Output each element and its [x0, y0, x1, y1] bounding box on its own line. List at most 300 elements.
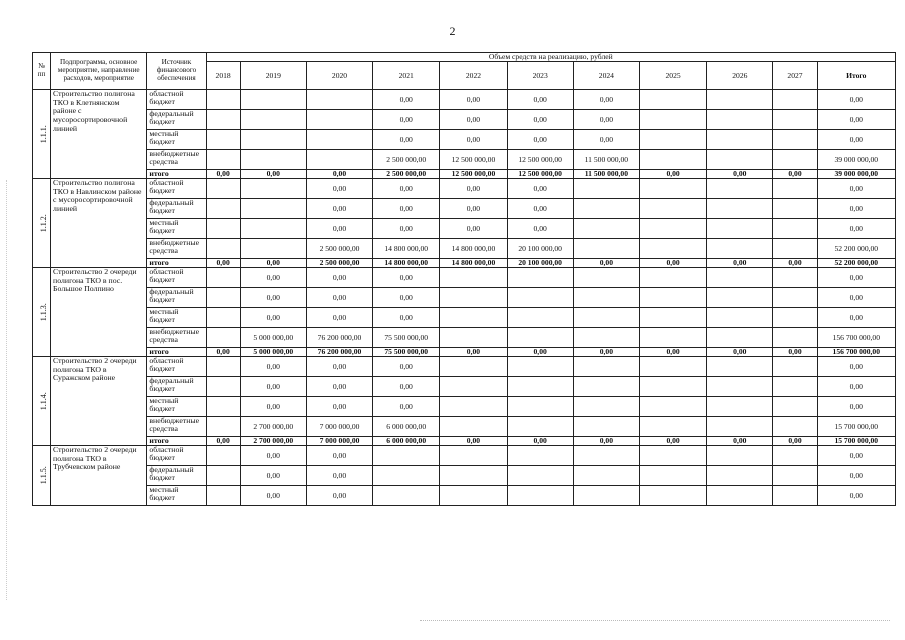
value-cell-2025 — [639, 397, 706, 417]
funding-source: областной бюджет — [147, 179, 206, 199]
item-name: Строительство полигона ТКО в Клетнянском районе с мусоросортировочной линией — [51, 90, 147, 179]
value-cell-2021: 0,00 — [373, 219, 440, 239]
value-cell-2024 — [573, 486, 639, 506]
value-cell-2024 — [573, 357, 639, 377]
row-total: 15 700 000,00 — [817, 417, 895, 437]
value-cell-2021: 0,00 — [373, 268, 440, 288]
value-cell-2020: 0,00 — [306, 308, 372, 328]
item-number — [33, 446, 51, 506]
value-cell-2023 — [507, 377, 573, 397]
value-cell-2022 — [440, 377, 507, 397]
value-cell-2018 — [206, 377, 240, 397]
value-cell-2024: 11 500 000,00 — [573, 150, 639, 170]
funding-source: федеральный бюджет — [147, 199, 206, 219]
value-cell-2020: 76 200 000,00 — [306, 328, 372, 348]
value-cell-2019: 2 700 000,00 — [240, 417, 306, 437]
header-name: Подпрограмма, основное мероприятие, направление расходов, мероприятие — [51, 53, 147, 90]
value-cell-2027 — [773, 150, 817, 170]
page-number: 2 — [449, 24, 456, 38]
value-cell-2020: 0,00 — [306, 446, 372, 466]
value-cell-2019 — [240, 90, 306, 110]
value-cell-2025 — [639, 90, 706, 110]
value-cell-2019: 0,00 — [240, 486, 306, 506]
value-cell-2023: 0,00 — [507, 179, 573, 199]
value-cell-2023 — [507, 288, 573, 308]
table-row — [33, 377, 896, 397]
value-cell-2022: 0,00 — [440, 110, 507, 130]
row-total: 52 200 000,00 — [817, 259, 895, 268]
value-cell-2027 — [773, 179, 817, 199]
item-number-text: 1.1.4. — [38, 391, 48, 410]
funding-source: областной бюджет — [147, 446, 206, 466]
value-cell-2025: 0,00 — [639, 259, 706, 268]
item-number — [33, 90, 51, 179]
funding-source: итого — [147, 348, 206, 357]
header-year-2026: 2026 — [707, 62, 773, 90]
value-cell-2018 — [206, 417, 240, 437]
value-cell-2018 — [206, 357, 240, 377]
value-cell-2026 — [707, 397, 773, 417]
value-cell-2022: 0,00 — [440, 130, 507, 150]
value-cell-2023 — [507, 466, 573, 486]
header-year-2020: 2020 — [306, 62, 372, 90]
value-cell-2022 — [440, 486, 507, 506]
funding-source: областной бюджет — [147, 357, 206, 377]
item-number-text: 1.1.3. — [38, 302, 48, 321]
funding-source: внебюджетные средства — [147, 417, 206, 437]
value-cell-2023 — [507, 357, 573, 377]
table-row — [33, 239, 896, 259]
value-cell-2025: 0,00 — [639, 437, 706, 446]
value-cell-2024 — [573, 268, 639, 288]
value-cell-2025 — [639, 130, 706, 150]
value-cell-2023: 20 100 000,00 — [507, 259, 573, 268]
value-cell-2021: 2 500 000,00 — [373, 150, 440, 170]
value-cell-2024 — [573, 466, 639, 486]
value-cell-2018 — [206, 466, 240, 486]
item-name: Строительство 2 очереди полигона ТКО в Суражском районе — [51, 357, 147, 446]
table-row — [33, 328, 896, 348]
scan-margin-marks — [6, 180, 9, 600]
value-cell-2020 — [306, 130, 372, 150]
value-cell-2021: 6 000 000,00 — [373, 437, 440, 446]
value-cell-2018 — [206, 486, 240, 506]
value-cell-2027 — [773, 377, 817, 397]
value-cell-2021: 6 000 000,00 — [373, 417, 440, 437]
value-cell-2025 — [639, 466, 706, 486]
table-row — [33, 446, 896, 466]
value-cell-2018: 0,00 — [206, 437, 240, 446]
value-cell-2027 — [773, 219, 817, 239]
table-header — [33, 53, 896, 90]
value-cell-2024: 0,00 — [573, 437, 639, 446]
value-cell-2019: 5 000 000,00 — [240, 328, 306, 348]
scan-footer-line — [420, 620, 890, 622]
value-cell-2020: 7 000 000,00 — [306, 417, 372, 437]
header-year-2024: 2024 — [573, 62, 639, 90]
value-cell-2023 — [507, 308, 573, 328]
row-total: 0,00 — [817, 268, 895, 288]
value-cell-2018 — [206, 397, 240, 417]
value-cell-2027 — [773, 268, 817, 288]
value-cell-2025 — [639, 357, 706, 377]
value-cell-2026 — [707, 150, 773, 170]
value-cell-2024 — [573, 397, 639, 417]
table-row — [33, 486, 896, 506]
row-total: 0,00 — [817, 397, 895, 417]
value-cell-2024 — [573, 377, 639, 397]
value-cell-2019: 0,00 — [240, 268, 306, 288]
value-cell-2025 — [639, 110, 706, 130]
value-cell-2026 — [707, 239, 773, 259]
header-year-2023: 2023 — [507, 62, 573, 90]
value-cell-2024: 0,00 — [573, 110, 639, 130]
row-total: 0,00 — [817, 179, 895, 199]
table-row — [33, 219, 896, 239]
value-cell-2020: 0,00 — [306, 179, 372, 199]
row-total: 0,00 — [817, 377, 895, 397]
table-row — [33, 288, 896, 308]
funding-source: областной бюджет — [147, 268, 206, 288]
value-cell-2022: 0,00 — [440, 348, 507, 357]
value-cell-2022 — [440, 466, 507, 486]
value-cell-2024 — [573, 417, 639, 437]
budget-table — [32, 52, 896, 506]
value-cell-2026 — [707, 417, 773, 437]
value-cell-2023: 0,00 — [507, 130, 573, 150]
value-cell-2025 — [639, 268, 706, 288]
value-cell-2026 — [707, 486, 773, 506]
value-cell-2025 — [639, 219, 706, 239]
value-cell-2024 — [573, 308, 639, 328]
value-cell-2026 — [707, 219, 773, 239]
value-cell-2019 — [240, 130, 306, 150]
value-cell-2023 — [507, 446, 573, 466]
value-cell-2020 — [306, 110, 372, 130]
item-number-text: 1.1.1. — [38, 124, 48, 143]
value-cell-2026: 0,00 — [707, 348, 773, 357]
value-cell-2023 — [507, 328, 573, 348]
value-cell-2023 — [507, 486, 573, 506]
funding-source: внебюджетные средства — [147, 150, 206, 170]
value-cell-2024 — [573, 219, 639, 239]
value-cell-2018 — [206, 446, 240, 466]
header-volume: Объем средств на реализацию, рублей — [206, 53, 895, 62]
value-cell-2026 — [707, 110, 773, 130]
value-cell-2018 — [206, 328, 240, 348]
value-cell-2027 — [773, 199, 817, 219]
value-cell-2026 — [707, 288, 773, 308]
value-cell-2027: 0,00 — [773, 348, 817, 357]
value-cell-2025: 0,00 — [639, 170, 706, 179]
value-cell-2026 — [707, 377, 773, 397]
table-row — [33, 308, 896, 328]
value-cell-2027 — [773, 328, 817, 348]
table-row — [33, 437, 896, 446]
value-cell-2025 — [639, 150, 706, 170]
value-cell-2024: 0,00 — [573, 90, 639, 110]
item-name: Строительство 2 очереди полигона ТКО в Трубчевском районе — [51, 446, 147, 506]
value-cell-2018 — [206, 268, 240, 288]
value-cell-2018 — [206, 288, 240, 308]
value-cell-2020: 2 500 000,00 — [306, 239, 372, 259]
funding-source: внебюджетные средства — [147, 328, 206, 348]
header-year-2019: 2019 — [240, 62, 306, 90]
value-cell-2027: 0,00 — [773, 170, 817, 179]
funding-source: областной бюджет — [147, 90, 206, 110]
value-cell-2019 — [240, 150, 306, 170]
funding-source: местный бюджет — [147, 219, 206, 239]
row-total: 39 000 000,00 — [817, 150, 895, 170]
value-cell-2022: 0,00 — [440, 199, 507, 219]
value-cell-2022: 0,00 — [440, 90, 507, 110]
row-total: 156 700 000,00 — [817, 328, 895, 348]
value-cell-2018: 0,00 — [206, 170, 240, 179]
header-year-2022: 2022 — [440, 62, 507, 90]
value-cell-2027 — [773, 239, 817, 259]
value-cell-2026: 0,00 — [707, 170, 773, 179]
value-cell-2027 — [773, 466, 817, 486]
value-cell-2020: 0,00 — [306, 397, 372, 417]
funding-source: итого — [147, 437, 206, 446]
value-cell-2020 — [306, 150, 372, 170]
funding-source: внебюджетные средства — [147, 239, 206, 259]
value-cell-2021: 14 800 000,00 — [373, 259, 440, 268]
value-cell-2021: 75 500 000,00 — [373, 328, 440, 348]
value-cell-2022: 14 800 000,00 — [440, 239, 507, 259]
table-row — [33, 150, 896, 170]
value-cell-2021: 0,00 — [373, 179, 440, 199]
value-cell-2023: 0,00 — [507, 437, 573, 446]
value-cell-2025 — [639, 377, 706, 397]
funding-source: федеральный бюджет — [147, 288, 206, 308]
value-cell-2019 — [240, 239, 306, 259]
value-cell-2022: 0,00 — [440, 179, 507, 199]
table-row — [33, 90, 896, 110]
value-cell-2025 — [639, 199, 706, 219]
value-cell-2027 — [773, 446, 817, 466]
value-cell-2020: 0,00 — [306, 377, 372, 397]
funding-source: итого — [147, 170, 206, 179]
value-cell-2027 — [773, 357, 817, 377]
value-cell-2027 — [773, 397, 817, 417]
value-cell-2019: 5 000 000,00 — [240, 348, 306, 357]
value-cell-2021: 0,00 — [373, 377, 440, 397]
row-total: 0,00 — [817, 219, 895, 239]
value-cell-2021: 0,00 — [373, 308, 440, 328]
value-cell-2026 — [707, 446, 773, 466]
item-number-text: 1.1.2. — [38, 213, 48, 232]
value-cell-2018 — [206, 110, 240, 130]
value-cell-2021: 0,00 — [373, 288, 440, 308]
value-cell-2021: 0,00 — [373, 397, 440, 417]
value-cell-2019: 0,00 — [240, 357, 306, 377]
value-cell-2020: 0,00 — [306, 486, 372, 506]
value-cell-2019: 0,00 — [240, 397, 306, 417]
value-cell-2023: 0,00 — [507, 110, 573, 130]
table-row — [33, 397, 896, 417]
value-cell-2026 — [707, 90, 773, 110]
value-cell-2021: 14 800 000,00 — [373, 239, 440, 259]
table-row — [33, 268, 896, 288]
value-cell-2022 — [440, 328, 507, 348]
value-cell-2019 — [240, 110, 306, 130]
row-total: 0,00 — [817, 357, 895, 377]
row-total: 0,00 — [817, 90, 895, 110]
header-year-2018: 2018 — [206, 62, 240, 90]
value-cell-2019: 2 700 000,00 — [240, 437, 306, 446]
row-total: 0,00 — [817, 110, 895, 130]
value-cell-2022 — [440, 288, 507, 308]
value-cell-2021: 75 500 000,00 — [373, 348, 440, 357]
value-cell-2023 — [507, 397, 573, 417]
row-total: 0,00 — [817, 446, 895, 466]
value-cell-2022: 14 800 000,00 — [440, 259, 507, 268]
table-row — [33, 199, 896, 219]
value-cell-2026 — [707, 466, 773, 486]
table-row — [33, 348, 896, 357]
value-cell-2024 — [573, 199, 639, 219]
value-cell-2020: 2 500 000,00 — [306, 259, 372, 268]
value-cell-2022 — [440, 446, 507, 466]
value-cell-2025 — [639, 179, 706, 199]
value-cell-2025: 0,00 — [639, 348, 706, 357]
value-cell-2021 — [373, 466, 440, 486]
value-cell-2019: 0,00 — [240, 377, 306, 397]
value-cell-2026: 0,00 — [707, 259, 773, 268]
value-cell-2027 — [773, 288, 817, 308]
value-cell-2019: 0,00 — [240, 288, 306, 308]
row-total: 0,00 — [817, 199, 895, 219]
value-cell-2022: 0,00 — [440, 219, 507, 239]
value-cell-2021: 0,00 — [373, 199, 440, 219]
value-cell-2026 — [707, 268, 773, 288]
funding-source: федеральный бюджет — [147, 377, 206, 397]
value-cell-2022: 12 500 000,00 — [440, 170, 507, 179]
value-cell-2023: 0,00 — [507, 199, 573, 219]
value-cell-2018 — [206, 308, 240, 328]
value-cell-2027 — [773, 130, 817, 150]
value-cell-2020: 76 200 000,00 — [306, 348, 372, 357]
value-cell-2019: 0,00 — [240, 259, 306, 268]
value-cell-2027 — [773, 417, 817, 437]
value-cell-2024: 0,00 — [573, 130, 639, 150]
table-row — [33, 259, 896, 268]
value-cell-2027 — [773, 90, 817, 110]
value-cell-2021: 0,00 — [373, 357, 440, 377]
value-cell-2024 — [573, 288, 639, 308]
header-source: Источник финансового обеспечения — [147, 53, 206, 90]
row-total: 15 700 000,00 — [817, 437, 895, 446]
header-total: Итого — [817, 62, 895, 90]
value-cell-2020: 0,00 — [306, 219, 372, 239]
table-row — [33, 417, 896, 437]
value-cell-2018: 0,00 — [206, 259, 240, 268]
value-cell-2025 — [639, 239, 706, 259]
value-cell-2026 — [707, 357, 773, 377]
value-cell-2024 — [573, 179, 639, 199]
funding-source: федеральный бюджет — [147, 466, 206, 486]
value-cell-2022 — [440, 268, 507, 288]
value-cell-2022 — [440, 397, 507, 417]
value-cell-2018 — [206, 179, 240, 199]
value-cell-2023: 0,00 — [507, 348, 573, 357]
value-cell-2025 — [639, 417, 706, 437]
value-cell-2021: 0,00 — [373, 90, 440, 110]
item-number — [33, 179, 51, 268]
value-cell-2021 — [373, 486, 440, 506]
row-total: 0,00 — [817, 288, 895, 308]
value-cell-2019: 0,00 — [240, 308, 306, 328]
value-cell-2025 — [639, 328, 706, 348]
funding-source: местный бюджет — [147, 130, 206, 150]
row-total: 0,00 — [817, 130, 895, 150]
value-cell-2018 — [206, 199, 240, 219]
funding-source: федеральный бюджет — [147, 110, 206, 130]
value-cell-2025 — [639, 288, 706, 308]
value-cell-2022 — [440, 357, 507, 377]
funding-source: местный бюджет — [147, 308, 206, 328]
value-cell-2018 — [206, 130, 240, 150]
value-cell-2020: 0,00 — [306, 199, 372, 219]
item-name: Строительство полигона ТКО в Навлинском районе с мусоросортировочной линией — [51, 179, 147, 268]
value-cell-2022 — [440, 308, 507, 328]
value-cell-2026 — [707, 199, 773, 219]
value-cell-2022: 0,00 — [440, 437, 507, 446]
value-cell-2021: 0,00 — [373, 130, 440, 150]
value-cell-2025 — [639, 446, 706, 466]
row-total: 39 000 000,00 — [817, 170, 895, 179]
item-number — [33, 357, 51, 446]
value-cell-2024 — [573, 328, 639, 348]
funding-source: итого — [147, 259, 206, 268]
value-cell-2023: 0,00 — [507, 90, 573, 110]
value-cell-2023: 20 100 000,00 — [507, 239, 573, 259]
value-cell-2018 — [206, 219, 240, 239]
value-cell-2020 — [306, 90, 372, 110]
value-cell-2018: 0,00 — [206, 348, 240, 357]
value-cell-2025 — [639, 308, 706, 328]
value-cell-2026 — [707, 130, 773, 150]
value-cell-2027: 0,00 — [773, 437, 817, 446]
value-cell-2019: 0,00 — [240, 170, 306, 179]
row-total: 0,00 — [817, 466, 895, 486]
table-row — [33, 170, 896, 179]
value-cell-2025 — [639, 486, 706, 506]
value-cell-2022 — [440, 417, 507, 437]
row-total: 0,00 — [817, 486, 895, 506]
value-cell-2023 — [507, 417, 573, 437]
value-cell-2018 — [206, 239, 240, 259]
row-total: 156 700 000,00 — [817, 348, 895, 357]
value-cell-2026 — [707, 328, 773, 348]
value-cell-2024: 0,00 — [573, 259, 639, 268]
value-cell-2019 — [240, 199, 306, 219]
value-cell-2026 — [707, 179, 773, 199]
table-row — [33, 179, 896, 199]
value-cell-2020: 0,00 — [306, 466, 372, 486]
value-cell-2023: 0,00 — [507, 219, 573, 239]
value-cell-2019 — [240, 179, 306, 199]
value-cell-2026: 0,00 — [707, 437, 773, 446]
value-cell-2020: 0,00 — [306, 170, 372, 179]
value-cell-2023: 12 500 000,00 — [507, 170, 573, 179]
value-cell-2023 — [507, 268, 573, 288]
value-cell-2027: 0,00 — [773, 259, 817, 268]
value-cell-2023: 12 500 000,00 — [507, 150, 573, 170]
value-cell-2027 — [773, 486, 817, 506]
value-cell-2021: 2 500 000,00 — [373, 170, 440, 179]
